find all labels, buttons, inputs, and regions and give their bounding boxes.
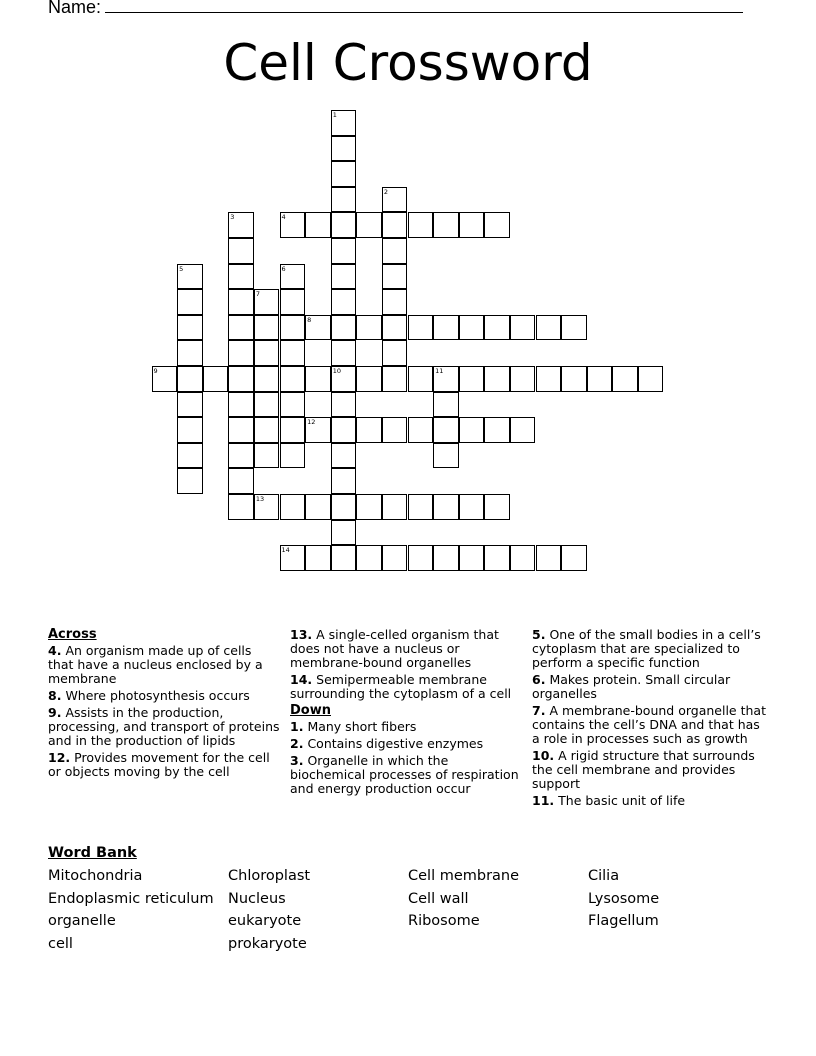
clue-number: 12 [307, 418, 316, 427]
crossword-cell[interactable] [305, 366, 331, 392]
crossword-cell[interactable] [228, 468, 254, 494]
crossword-cell[interactable] [254, 289, 280, 315]
crossword-cell[interactable] [228, 212, 254, 238]
clue-down-6: 6. Makes protein. Small circular organelles [532, 672, 731, 701]
crossword-cell[interactable] [254, 494, 280, 520]
crossword-cell[interactable] [228, 315, 254, 341]
crossword-cell[interactable] [280, 289, 306, 315]
crossword-cell[interactable] [433, 545, 459, 571]
clue-number: 14 [281, 546, 290, 555]
word-bank-item: Cell membrane [408, 868, 520, 884]
down-header: Down [290, 703, 331, 718]
crossword-cell[interactable] [331, 238, 357, 264]
clue-across-8: 8. Where photosynthesis occurs [48, 688, 250, 703]
crossword-cell[interactable] [280, 264, 306, 290]
crossword-cell[interactable] [408, 212, 434, 238]
crossword-cell[interactable] [331, 315, 357, 341]
clue-number: 5 [179, 264, 184, 273]
clue-number: 8 [307, 315, 312, 324]
crossword-cell[interactable] [536, 545, 562, 571]
crossword-cell[interactable] [433, 366, 459, 392]
crossword-cell[interactable] [382, 494, 408, 520]
crossword-cell[interactable] [459, 545, 485, 571]
clue-down-3: 3. Organelle in which the biochemical processes of respiration and energy production occur [290, 753, 519, 796]
crossword-cell[interactable] [356, 366, 382, 392]
crossword-cell[interactable] [331, 212, 357, 238]
crossword-cell[interactable] [177, 315, 203, 341]
crossword-cell[interactable] [177, 392, 203, 418]
clue-across-4: 4. An organism made up of cells that have a nucleus enclosed by a membrane [48, 643, 263, 686]
crossword-cell[interactable] [382, 212, 408, 238]
crossword-cell[interactable] [228, 340, 254, 366]
crossword-cell[interactable] [331, 443, 357, 469]
crossword-cell[interactable] [408, 366, 434, 392]
crossword-cell[interactable] [382, 289, 408, 315]
crossword-cell[interactable] [177, 264, 203, 290]
crossword-cell[interactable] [305, 494, 331, 520]
crossword-cell[interactable] [177, 289, 203, 315]
crossword-cell[interactable] [459, 366, 485, 392]
clue-down-5: 5. One of the small bodies in a cell’s cytoplasm that are specialized to perform a specific function [532, 627, 761, 670]
crossword-cell[interactable] [152, 366, 178, 392]
crossword-cell[interactable] [408, 545, 434, 571]
word-bank-item: Cilia [588, 868, 620, 884]
crossword-cell[interactable] [408, 315, 434, 341]
crossword-cell[interactable] [561, 366, 587, 392]
word-bank-item: cell [48, 936, 73, 952]
crossword-cell[interactable] [305, 315, 331, 341]
clue-across-14: 14. Semipermeable membrane surrounding the cytoplasm of a cell [290, 672, 512, 701]
crossword-cell[interactable] [408, 494, 434, 520]
clue-number: 2 [383, 187, 389, 196]
crossword-cell[interactable] [228, 264, 254, 290]
crossword-cell[interactable] [177, 366, 203, 392]
crossword-cell[interactable] [356, 545, 382, 571]
page-title: Cell Crossword [223, 34, 593, 92]
crossword-cell[interactable] [638, 366, 664, 392]
crossword-cell[interactable] [433, 443, 459, 469]
word-bank-item: prokaryote [228, 936, 307, 952]
crossword-cell[interactable] [254, 340, 280, 366]
crossword-cell[interactable] [254, 417, 280, 443]
word-bank-item: organelle [48, 913, 116, 929]
crossword-cell[interactable] [305, 417, 331, 443]
crossword-cell[interactable] [459, 212, 485, 238]
clue-number: 7 [255, 290, 261, 299]
crossword-cell[interactable] [382, 417, 408, 443]
crossword-cell[interactable] [536, 315, 562, 341]
crossword-cell[interactable] [587, 366, 613, 392]
crossword-cell[interactable] [228, 238, 254, 264]
clue-down-10: 10. A rigid structure that surrounds the cell membrane and provides support [532, 748, 755, 791]
crossword-cell[interactable] [331, 187, 357, 213]
word-bank-item: Nucleus [228, 891, 286, 907]
crossword-cell[interactable] [228, 494, 254, 520]
crossword-cell[interactable] [280, 340, 306, 366]
crossword-cell[interactable] [228, 443, 254, 469]
clue-number: 13 [255, 495, 265, 503]
crossword-cell[interactable] [280, 366, 306, 392]
word-bank-item: Endoplasmic reticulum [48, 891, 214, 907]
crossword-cell[interactable] [510, 366, 536, 392]
word-bank-item: Chloroplast [228, 868, 311, 884]
word-bank-item: Cell wall [408, 891, 469, 907]
crossword-cell[interactable] [331, 417, 357, 443]
word-bank-item: Mitochondria [48, 868, 143, 884]
word-bank-title: Word Bank [48, 845, 137, 861]
clue-number: 1 [332, 111, 337, 119]
crossword-cell[interactable] [459, 494, 485, 520]
clues-column-3 [532, 628, 768, 811]
crossword-cell[interactable] [484, 417, 510, 443]
crossword-cell[interactable] [561, 545, 587, 571]
crossword-cell[interactable] [331, 545, 357, 571]
crossword-cell[interactable] [280, 545, 306, 571]
crossword-cell[interactable] [356, 417, 382, 443]
clue-number: 10 [332, 367, 341, 375]
crossword-cell[interactable] [254, 315, 280, 341]
crossword-cell[interactable] [228, 289, 254, 315]
crossword-cell[interactable] [280, 392, 306, 418]
crossword-cell[interactable] [331, 264, 357, 290]
crossword-cell[interactable] [280, 417, 306, 443]
crossword-cell[interactable] [331, 494, 357, 520]
crossword-cell[interactable] [228, 417, 254, 443]
crossword-cell[interactable] [331, 161, 357, 187]
crossword-cell[interactable] [254, 366, 280, 392]
crossword-cell[interactable] [177, 340, 203, 366]
crossword-cell[interactable] [280, 443, 306, 469]
clue-across-9: 9. Assists in the production, processing, and transport of proteins and in the production of lipids [48, 705, 280, 748]
crossword-cell[interactable] [305, 212, 331, 238]
crossword-cell[interactable] [484, 494, 510, 520]
crossword-cell[interactable] [433, 494, 459, 520]
crossword-cell[interactable] [510, 417, 536, 443]
crossword-cell[interactable] [356, 494, 382, 520]
word-bank-item: Flagellum [588, 913, 659, 929]
crossword-cell[interactable] [331, 289, 357, 315]
clue-across-13: 13. A single-celled organism that does not have a nucleus or membrane-bound organelles [290, 627, 499, 670]
crossword-cell[interactable] [177, 443, 203, 469]
crossword-cell[interactable] [177, 468, 203, 494]
clue-down-7: 7. A membrane-bound organelle that contains the cell’s DNA and that has a role in processes such as growth [532, 703, 766, 746]
crossword-cell[interactable] [382, 264, 408, 290]
across-header: Across [48, 627, 97, 642]
crossword-cell[interactable] [459, 417, 485, 443]
crossword-cell[interactable] [254, 392, 280, 418]
crossword-cell[interactable] [331, 366, 357, 392]
crossword-cell[interactable] [331, 136, 357, 162]
clues-column-1 [48, 628, 280, 782]
clues-column-2 [290, 628, 526, 799]
crossword-cell[interactable] [408, 417, 434, 443]
crossword-cell[interactable] [484, 545, 510, 571]
crossword-cell[interactable] [305, 545, 331, 571]
clue-number: 4 [281, 213, 286, 222]
crossword-cell[interactable] [280, 494, 306, 520]
crossword-cell[interactable] [484, 212, 510, 238]
crossword-cell[interactable] [331, 392, 357, 418]
word-bank-item: Ribosome [408, 913, 480, 929]
crossword-cell[interactable] [510, 545, 536, 571]
clue-number: 11 [435, 367, 444, 375]
crossword-cell[interactable] [331, 520, 357, 546]
clue-down-11: 11. The basic unit of life [532, 793, 686, 808]
word-bank-item: eukaryote [228, 913, 302, 929]
crossword-cell[interactable] [382, 238, 408, 264]
crossword-cell[interactable] [433, 315, 459, 341]
clue-number: 6 [281, 264, 286, 273]
crossword-cell[interactable] [177, 417, 203, 443]
crossword-cell[interactable] [331, 340, 357, 366]
crossword-cell[interactable] [433, 392, 459, 418]
clue-number: 9 [153, 367, 158, 375]
crossword-cell[interactable] [382, 366, 408, 392]
word-bank-item: Lysosome [588, 891, 660, 907]
crossword-cell[interactable] [536, 366, 562, 392]
crossword-cell[interactable] [331, 468, 357, 494]
crossword-cell[interactable] [280, 212, 306, 238]
crossword-cell[interactable] [228, 392, 254, 418]
crossword-cell[interactable] [433, 212, 459, 238]
crossword-cell[interactable] [382, 315, 408, 341]
crossword-cell[interactable] [382, 545, 408, 571]
crossword-cell[interactable] [228, 366, 254, 392]
crossword-cell[interactable] [612, 366, 638, 392]
crossword-cell[interactable] [433, 417, 459, 443]
crossword-cell[interactable] [459, 315, 485, 341]
crossword-cell[interactable] [356, 212, 382, 238]
clue-across-12: 12. Provides movement for the cell or objects moving by the cell [48, 750, 270, 779]
crossword-cell[interactable] [203, 366, 229, 392]
crossword-cell[interactable] [510, 315, 536, 341]
crossword-cell[interactable] [484, 315, 510, 341]
crossword-cell[interactable] [484, 366, 510, 392]
crossword-cell[interactable] [331, 110, 357, 136]
crossword-cell[interactable] [561, 315, 587, 341]
crossword-cell[interactable] [254, 443, 280, 469]
name-label: Name: [48, 0, 102, 17]
crossword-cell[interactable] [356, 315, 382, 341]
crossword-cell[interactable] [382, 187, 408, 213]
clue-down-2: 2. Contains digestive enzymes [290, 736, 484, 751]
crossword-cell[interactable] [280, 315, 306, 341]
crossword-cell[interactable] [382, 340, 408, 366]
clue-down-1: 1. Many short fibers [290, 719, 417, 734]
clue-number: 3 [230, 213, 235, 222]
